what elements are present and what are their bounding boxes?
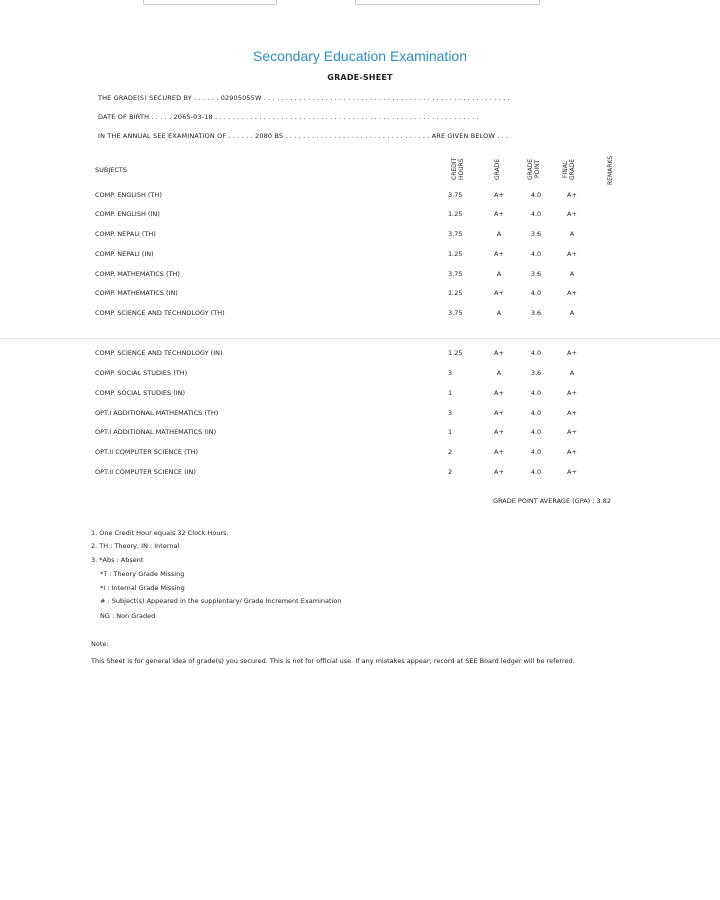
grade-cell: A: [496, 369, 502, 377]
subject-cell: OPT.I ADDITIONAL MATHEMATICS (TH): [95, 409, 219, 417]
grade-cell: A+: [494, 191, 504, 199]
final-grade-cell: A+: [567, 448, 577, 456]
table-row: [0, 230, 720, 242]
table-row: [0, 428, 720, 440]
grade-point-cell: 4.0: [530, 250, 542, 258]
grade-cell: A+: [494, 409, 504, 417]
grade-point-cell: 3.6: [530, 270, 542, 278]
table-row: [0, 468, 720, 480]
top-field-right: [355, 0, 540, 5]
credit-hours-cell: 1.25: [448, 210, 463, 218]
credit-hours-cell: 2: [448, 448, 453, 456]
subject-cell: OPT.II COMPUTER SCIENCE (IN): [95, 468, 196, 476]
note-text: This Sheet is for general idea of grade(s) you secured. This is not for official use. If any mistakes appear; record at SEE Board ledger will be referred.: [91, 657, 575, 665]
grade-point-cell: 4.0: [530, 428, 542, 436]
table-row: [0, 289, 720, 301]
footnote-4: *T : Theory Grade Missing: [100, 570, 185, 578]
credit-hours-cell: 1: [448, 428, 453, 436]
final-grade-cell: A+: [567, 349, 577, 357]
note-label: Note:: [91, 640, 109, 648]
grade-point-cell: 4.0: [530, 448, 542, 456]
subject-cell: COMP. NEPALI (TH): [95, 230, 156, 238]
remarks-header: REMARKS: [607, 155, 614, 185]
credit-hours-cell: 3.75: [448, 191, 463, 199]
grade-point-header: GRADE POINT: [527, 158, 541, 180]
final-grade-cell: A+: [567, 389, 577, 397]
final-grade-cell: A+: [567, 428, 577, 436]
grade-point-cell: 4.0: [530, 468, 542, 476]
table-row: [0, 210, 720, 222]
table-row: [0, 369, 720, 381]
subject-cell: COMP. SCIENCE AND TECHNOLOGY (TH): [95, 309, 225, 317]
table-row: [0, 448, 720, 460]
subject-cell: COMP. ENGLISH (IN): [95, 210, 160, 218]
dob-line: DATE OF BIRTH . . . . . 2065-03-18 . . . . . . . . . . . . . . . . . . . . . . . . . . . . . . . . . . . . . . . . . . . . . . . . . . . . . . . . . . . .: [98, 113, 479, 121]
grade-point-cell: 4.0: [530, 409, 542, 417]
credit-hours-cell: 1.25: [448, 250, 463, 258]
final-grade-cell: A: [569, 309, 575, 317]
table-row: [0, 191, 720, 203]
subject-cell: COMP. SOCIAL STUDIES (IN): [95, 389, 186, 397]
final-grade-cell: A: [569, 270, 575, 278]
grade-cell: A+: [494, 210, 504, 218]
final-grade-cell: A+: [567, 191, 577, 199]
grade-sheet-heading: GRADE-SHEET: [327, 73, 393, 82]
grade-point-cell: 4.0: [530, 289, 542, 297]
footnote-1: 1. One Credit Hour equals 32 Clock Hours.: [91, 529, 229, 537]
table-row: [0, 389, 720, 401]
final-grade-cell: A+: [567, 468, 577, 476]
exam-line: IN THE ANNUAL SEE EXAMINATION OF . . . . . . 2080 BS . . . . . . . . . . . . . . . . . . . . . . . . . . . . . . . . . ARE GIVEN BELOW . . .: [98, 132, 509, 140]
table-row: [0, 250, 720, 262]
credit-hours-cell: 1.25: [448, 349, 463, 357]
table-row: [0, 309, 720, 321]
grade-cell: A+: [494, 389, 504, 397]
grade-cell: A+: [494, 289, 504, 297]
grade-point-cell: 4.0: [530, 191, 542, 199]
table-row: [0, 349, 720, 361]
grade-point-cell: 4.0: [530, 210, 542, 218]
subject-cell: OPT.II COMPUTER SCIENCE (TH): [95, 448, 198, 456]
credit-hours-cell: 3: [448, 409, 453, 417]
page-break: [0, 338, 720, 343]
subject-cell: COMP. SCIENCE AND TECHNOLOGY (IN): [95, 349, 223, 357]
grade-cell: A+: [494, 448, 504, 456]
credit-hours-cell: 3.75: [448, 309, 463, 317]
grade-cell: A+: [494, 250, 504, 258]
subject-cell: COMP. MATHEMATICS (TH): [95, 270, 180, 278]
grade-point-cell: 3.6: [530, 309, 542, 317]
footnote-7: NG : Non Graded: [100, 612, 156, 620]
grade-point-cell: 4.0: [530, 349, 542, 357]
footnote-5: *I : Internal Grade Missing: [100, 584, 185, 592]
final-grade-cell: A+: [567, 409, 577, 417]
grade-cell: A: [496, 309, 502, 317]
grade-cell: A+: [494, 468, 504, 476]
footnote-2: 2. TH : Theory, IN : Internal: [91, 542, 180, 550]
subject-cell: COMP. ENGLISH (TH): [95, 191, 162, 199]
final-grade-cell: A+: [567, 210, 577, 218]
grade-point-cell: 3.6: [530, 369, 542, 377]
credit-hours-cell: 3.75: [448, 230, 463, 238]
subject-cell: COMP. SOCIAL STUDIES (TH): [95, 369, 188, 377]
final-grade-cell: A: [569, 230, 575, 238]
final-grade-cell: A+: [567, 289, 577, 297]
grade-point-cell: 3.6: [530, 230, 542, 238]
grade-cell: A+: [494, 349, 504, 357]
gpa-line: GRADE POINT AVERAGE (GPA) : 3.82: [493, 497, 611, 505]
final-grade-cell: A: [569, 369, 575, 377]
grade-cell: A: [496, 230, 502, 238]
final-grade-cell: A+: [567, 250, 577, 258]
top-field-left: [143, 0, 277, 5]
credit-hours-cell: 3: [448, 369, 453, 377]
credit-hours-cell: 3.75: [448, 270, 463, 278]
page-title: Secondary Education Examination: [252, 48, 468, 64]
credit-hours-cell: 1.25: [448, 289, 463, 297]
table-row: [0, 270, 720, 282]
table-row: [0, 409, 720, 421]
subjects-header: SUBJECTS: [95, 166, 128, 174]
subject-cell: COMP. MATHEMATICS (IN): [95, 289, 178, 297]
grade-point-cell: 4.0: [530, 389, 542, 397]
credit-hours-cell: 1: [448, 389, 453, 397]
grade-cell: A+: [494, 428, 504, 436]
subject-cell: COMP. NEPALI (IN): [95, 250, 154, 258]
secured-by-line: THE GRADE(S) SECURED BY . . . . . . 02905055W . . . . . . . . . . . . . . . . . . . . . . . . . . . . . . . . . . . . . . . . . . . . . . . . . . . . . . . .: [98, 94, 510, 102]
footnote-6: # : Subject(s) Appeared in the supplentary/ Grade Increment Examination: [100, 597, 342, 605]
subject-cell: OPT.I ADDITIONAL MATHEMATICS (IN): [95, 428, 217, 436]
grade-header: GRADE: [494, 158, 501, 180]
credit-hours-cell: 2: [448, 468, 453, 476]
footnote-3: 3. *Abs : Absent: [91, 556, 144, 564]
final-grade-header: FINAL GRADE: [562, 158, 576, 180]
grade-cell: A: [496, 270, 502, 278]
credit-hours-header: CREDIT HOURS: [451, 157, 465, 181]
